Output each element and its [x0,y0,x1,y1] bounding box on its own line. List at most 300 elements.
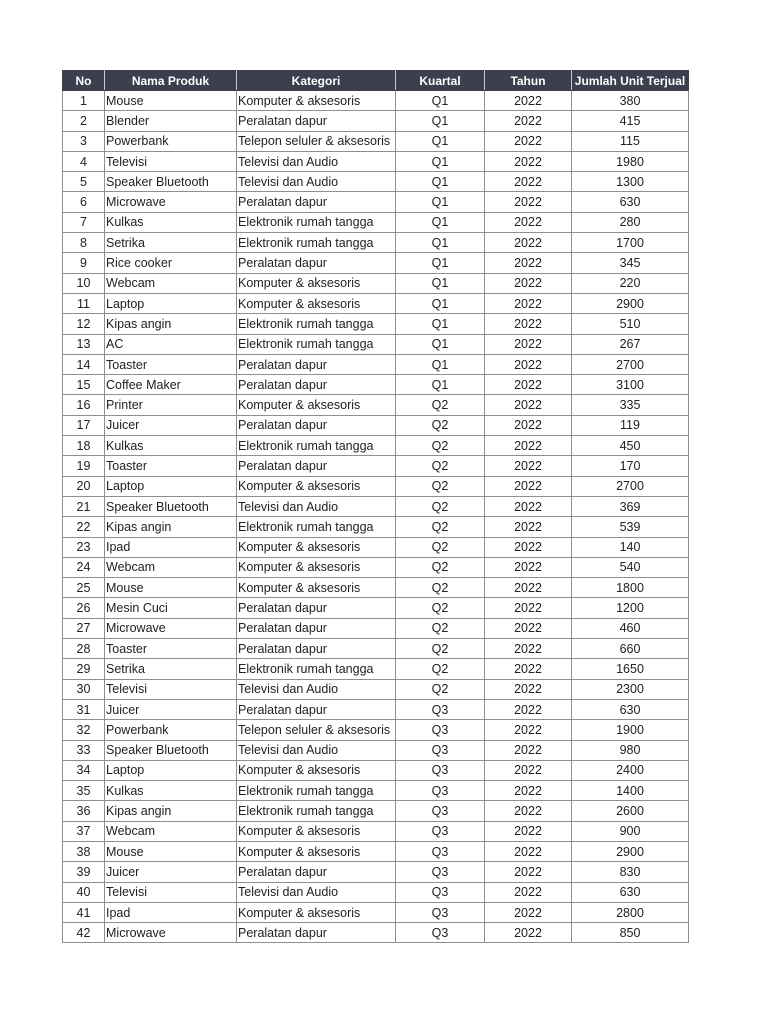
cell-no[interactable]: 42 [63,923,105,943]
cell-kuartal[interactable]: Q1 [396,293,485,313]
cell-kategori[interactable]: Elektronik rumah tangga [237,334,396,354]
cell-no[interactable]: 1 [63,91,105,111]
cell-kuartal[interactable]: Q3 [396,923,485,943]
cell-no[interactable]: 6 [63,192,105,212]
cell-jumlah-unit[interactable]: 119 [572,415,689,435]
table-row [63,496,689,516]
table-row [63,760,689,780]
cell-jumlah-unit[interactable]: 2900 [572,841,689,861]
cell-kuartal[interactable]: Q3 [396,841,485,861]
cell-jumlah-unit[interactable]: 1900 [572,720,689,740]
table-row [63,862,689,882]
header-nama-produk: Nama Produk [105,71,237,91]
cell-kategori[interactable]: Komputer & aksesoris [237,821,396,841]
cell-tahun[interactable]: 2022 [485,172,572,192]
cell-kategori[interactable]: Peralatan dapur [237,415,396,435]
cell-no[interactable]: 26 [63,598,105,618]
cell-kuartal[interactable]: Q2 [396,415,485,435]
cell-kategori[interactable]: Komputer & aksesoris [237,91,396,111]
cell-jumlah-unit[interactable]: 510 [572,314,689,334]
header-jumlah-unit-terjual: Jumlah Unit Terjual [572,71,689,91]
cell-kuartal[interactable]: Q1 [396,131,485,151]
cell-no[interactable]: 19 [63,456,105,476]
cell-jumlah-unit[interactable]: 2800 [572,902,689,922]
cell-kategori[interactable]: Komputer & aksesoris [237,578,396,598]
cell-kategori[interactable]: Komputer & aksesoris [237,293,396,313]
header-no: No [63,71,105,91]
cell-tahun[interactable]: 2022 [485,557,572,577]
cell-jumlah-unit[interactable]: 630 [572,882,689,902]
cell-kuartal[interactable]: Q3 [396,760,485,780]
table-row [63,354,689,374]
cell-jumlah-unit[interactable]: 280 [572,212,689,232]
cell-kuartal[interactable]: Q3 [396,862,485,882]
cell-no[interactable]: 33 [63,740,105,760]
cell-nama-produk[interactable]: Juicer [105,862,237,882]
cell-kategori[interactable]: Televisi dan Audio [237,496,396,516]
table-row [63,557,689,577]
table-row [63,659,689,679]
cell-tahun[interactable]: 2022 [485,314,572,334]
cell-jumlah-unit[interactable]: 830 [572,862,689,882]
cell-tahun[interactable]: 2022 [485,233,572,253]
cell-kuartal[interactable]: Q1 [396,253,485,273]
cell-no[interactable]: 4 [63,151,105,171]
cell-kategori[interactable]: Peralatan dapur [237,639,396,659]
cell-nama-produk[interactable]: Juicer [105,699,237,719]
cell-kuartal[interactable]: Q2 [396,476,485,496]
cell-jumlah-unit[interactable]: 380 [572,91,689,111]
cell-tahun[interactable]: 2022 [485,375,572,395]
cell-nama-produk[interactable]: Speaker Bluetooth [105,496,237,516]
cell-kuartal[interactable]: Q2 [396,578,485,598]
cell-kuartal[interactable]: Q2 [396,679,485,699]
cell-kategori[interactable]: Komputer & aksesoris [237,537,396,557]
cell-no[interactable]: 40 [63,882,105,902]
cell-jumlah-unit[interactable]: 115 [572,131,689,151]
cell-kategori[interactable]: Komputer & aksesoris [237,760,396,780]
cell-tahun[interactable]: 2022 [485,436,572,456]
cell-nama-produk[interactable]: Mouse [105,841,237,861]
cell-tahun[interactable]: 2022 [485,578,572,598]
cell-tahun[interactable]: 2022 [485,862,572,882]
cell-nama-produk[interactable]: Webcam [105,557,237,577]
cell-tahun[interactable]: 2022 [485,253,572,273]
cell-kuartal[interactable]: Q1 [396,91,485,111]
cell-kategori[interactable]: Komputer & aksesoris [237,395,396,415]
cell-jumlah-unit[interactable]: 460 [572,618,689,638]
cell-tahun[interactable]: 2022 [485,740,572,760]
cell-kategori[interactable]: Televisi dan Audio [237,151,396,171]
cell-jumlah-unit[interactable]: 3100 [572,375,689,395]
cell-nama-produk[interactable]: Juicer [105,415,237,435]
cell-no[interactable]: 7 [63,212,105,232]
cell-kategori[interactable]: Peralatan dapur [237,862,396,882]
cell-kategori[interactable]: Elektronik rumah tangga [237,212,396,232]
cell-nama-produk[interactable]: Webcam [105,273,237,293]
cell-no[interactable]: 32 [63,720,105,740]
cell-nama-produk[interactable]: Printer [105,395,237,415]
cell-tahun[interactable]: 2022 [485,293,572,313]
cell-nama-produk[interactable]: Kipas angin [105,314,237,334]
table-row [63,740,689,760]
cell-kategori[interactable]: Peralatan dapur [237,699,396,719]
cell-tahun[interactable]: 2022 [485,496,572,516]
cell-nama-produk[interactable]: Televisi [105,882,237,902]
header-tahun: Tahun [485,71,572,91]
table-row [63,639,689,659]
cell-jumlah-unit[interactable]: 450 [572,436,689,456]
cell-no[interactable]: 35 [63,781,105,801]
cell-kuartal[interactable]: Q2 [396,537,485,557]
cell-jumlah-unit[interactable]: 1980 [572,151,689,171]
table-header-row [63,71,689,91]
cell-jumlah-unit[interactable]: 415 [572,111,689,131]
table-row [63,476,689,496]
cell-kategori[interactable]: Komputer & aksesoris [237,273,396,293]
cell-no[interactable]: 20 [63,476,105,496]
cell-nama-produk[interactable]: Televisi [105,679,237,699]
cell-jumlah-unit[interactable]: 1700 [572,233,689,253]
cell-kuartal[interactable]: Q3 [396,699,485,719]
cell-no[interactable]: 37 [63,821,105,841]
cell-nama-produk[interactable]: Webcam [105,821,237,841]
table-row [63,598,689,618]
cell-kategori[interactable]: Peralatan dapur [237,375,396,395]
table-row [63,537,689,557]
table-row [63,720,689,740]
cell-no[interactable]: 13 [63,334,105,354]
cell-kategori[interactable]: Telepon seluler & aksesoris [237,720,396,740]
table-body [63,91,689,943]
cell-kuartal[interactable]: Q1 [396,375,485,395]
cell-jumlah-unit[interactable]: 1650 [572,659,689,679]
table-row [63,781,689,801]
table-row [63,923,689,943]
cell-kategori[interactable]: Televisi dan Audio [237,882,396,902]
cell-nama-produk[interactable]: Kulkas [105,212,237,232]
cell-kategori[interactable]: Komputer & aksesoris [237,902,396,922]
cell-kuartal[interactable]: Q1 [396,212,485,232]
cell-tahun[interactable]: 2022 [485,212,572,232]
table-row [63,456,689,476]
header-kategori: Kategori [237,71,396,91]
cell-kuartal[interactable]: Q1 [396,192,485,212]
cell-kategori[interactable]: Komputer & aksesoris [237,557,396,577]
header-kuartal: Kuartal [396,71,485,91]
cell-tahun[interactable]: 2022 [485,760,572,780]
table-row [63,131,689,151]
cell-tahun[interactable]: 2022 [485,781,572,801]
cell-kategori[interactable]: Televisi dan Audio [237,679,396,699]
cell-tahun[interactable]: 2022 [485,639,572,659]
cell-nama-produk[interactable]: Toaster [105,354,237,374]
cell-no[interactable]: 41 [63,902,105,922]
cell-nama-produk[interactable]: Ipad [105,537,237,557]
cell-jumlah-unit[interactable]: 140 [572,537,689,557]
cell-kuartal[interactable]: Q3 [396,801,485,821]
cell-nama-produk[interactable]: Speaker Bluetooth [105,740,237,760]
cell-tahun[interactable]: 2022 [485,659,572,679]
table-row [63,436,689,456]
table-row [63,415,689,435]
cell-tahun[interactable]: 2022 [485,679,572,699]
cell-no[interactable]: 14 [63,354,105,374]
cell-nama-produk[interactable]: Laptop [105,760,237,780]
cell-no[interactable]: 38 [63,841,105,861]
table-row [63,517,689,537]
cell-kuartal[interactable]: Q2 [396,496,485,516]
table-row [63,679,689,699]
cell-kategori[interactable]: Peralatan dapur [237,618,396,638]
cell-jumlah-unit[interactable]: 2400 [572,760,689,780]
cell-kuartal[interactable]: Q3 [396,902,485,922]
cell-jumlah-unit[interactable]: 1800 [572,578,689,598]
cell-kategori[interactable]: Komputer & aksesoris [237,476,396,496]
cell-kuartal[interactable]: Q3 [396,720,485,740]
cell-tahun[interactable]: 2022 [485,801,572,821]
cell-nama-produk[interactable]: Mesin Cuci [105,598,237,618]
cell-no[interactable]: 3 [63,131,105,151]
cell-nama-produk[interactable]: Powerbank [105,720,237,740]
cell-kategori[interactable]: Elektronik rumah tangga [237,517,396,537]
cell-no[interactable]: 15 [63,375,105,395]
cell-tahun[interactable]: 2022 [485,415,572,435]
table-row [63,172,689,192]
cell-nama-produk[interactable]: Kulkas [105,436,237,456]
cell-kuartal[interactable]: Q3 [396,740,485,760]
cell-kuartal[interactable]: Q2 [396,395,485,415]
cell-nama-produk[interactable]: Microwave [105,923,237,943]
cell-no[interactable]: 17 [63,415,105,435]
table-row [63,253,689,273]
cell-kategori[interactable]: Peralatan dapur [237,598,396,618]
cell-kuartal[interactable]: Q1 [396,172,485,192]
cell-kategori[interactable]: Peralatan dapur [237,923,396,943]
cell-nama-produk[interactable]: Powerbank [105,131,237,151]
cell-nama-produk[interactable]: AC [105,334,237,354]
cell-no[interactable]: 21 [63,496,105,516]
table-row [63,273,689,293]
cell-nama-produk[interactable]: Blender [105,111,237,131]
cell-jumlah-unit[interactable]: 850 [572,923,689,943]
cell-no[interactable]: 10 [63,273,105,293]
cell-kategori[interactable]: Elektronik rumah tangga [237,436,396,456]
cell-tahun[interactable]: 2022 [485,334,572,354]
cell-kuartal[interactable]: Q2 [396,659,485,679]
cell-nama-produk[interactable]: Televisi [105,151,237,171]
cell-jumlah-unit[interactable]: 170 [572,456,689,476]
cell-kuartal[interactable]: Q1 [396,314,485,334]
cell-jumlah-unit[interactable]: 2600 [572,801,689,821]
cell-kuartal[interactable]: Q1 [396,151,485,171]
cell-kategori[interactable]: Peralatan dapur [237,253,396,273]
table-row [63,618,689,638]
cell-kategori[interactable]: Telepon seluler & aksesoris [237,131,396,151]
cell-tahun[interactable]: 2022 [485,456,572,476]
cell-tahun[interactable]: 2022 [485,131,572,151]
cell-nama-produk[interactable]: Speaker Bluetooth [105,172,237,192]
cell-nama-produk[interactable]: Microwave [105,192,237,212]
cell-no[interactable]: 5 [63,172,105,192]
cell-jumlah-unit[interactable]: 2300 [572,679,689,699]
table-row [63,192,689,212]
cell-kuartal[interactable]: Q2 [396,436,485,456]
cell-kuartal[interactable]: Q2 [396,618,485,638]
cell-nama-produk[interactable]: Toaster [105,639,237,659]
table-row [63,91,689,111]
cell-kuartal[interactable]: Q1 [396,233,485,253]
cell-nama-produk[interactable]: Laptop [105,476,237,496]
cell-kuartal[interactable]: Q1 [396,111,485,131]
cell-kategori[interactable]: Elektronik rumah tangga [237,314,396,334]
table-row [63,699,689,719]
table-row [63,801,689,821]
cell-jumlah-unit[interactable]: 345 [572,253,689,273]
cell-no[interactable]: 36 [63,801,105,821]
cell-nama-produk[interactable]: Mouse [105,91,237,111]
cell-tahun[interactable]: 2022 [485,882,572,902]
cell-no[interactable]: 39 [63,862,105,882]
cell-no[interactable]: 34 [63,760,105,780]
cell-kategori[interactable]: Televisi dan Audio [237,172,396,192]
cell-jumlah-unit[interactable]: 1300 [572,172,689,192]
cell-tahun[interactable]: 2022 [485,902,572,922]
table-row [63,293,689,313]
cell-nama-produk[interactable]: Coffee Maker [105,375,237,395]
cell-jumlah-unit[interactable]: 539 [572,517,689,537]
cell-no[interactable]: 31 [63,699,105,719]
cell-tahun[interactable]: 2022 [485,923,572,943]
cell-tahun[interactable]: 2022 [485,91,572,111]
cell-kategori[interactable]: Elektronik rumah tangga [237,781,396,801]
cell-kuartal[interactable]: Q3 [396,882,485,902]
cell-nama-produk[interactable]: Setrika [105,233,237,253]
cell-tahun[interactable]: 2022 [485,111,572,131]
cell-tahun[interactable]: 2022 [485,192,572,212]
cell-nama-produk[interactable]: Kipas angin [105,801,237,821]
cell-jumlah-unit[interactable]: 540 [572,557,689,577]
cell-kategori[interactable]: Peralatan dapur [237,456,396,476]
cell-jumlah-unit[interactable]: 220 [572,273,689,293]
sales-table [62,70,689,943]
cell-no[interactable]: 12 [63,314,105,334]
cell-nama-produk[interactable]: Mouse [105,578,237,598]
cell-no[interactable]: 29 [63,659,105,679]
cell-jumlah-unit[interactable]: 1200 [572,598,689,618]
cell-no[interactable]: 16 [63,395,105,415]
cell-jumlah-unit[interactable]: 660 [572,639,689,659]
cell-kategori[interactable]: Peralatan dapur [237,111,396,131]
cell-tahun[interactable]: 2022 [485,517,572,537]
cell-kuartal[interactable]: Q3 [396,821,485,841]
cell-jumlah-unit[interactable]: 1400 [572,781,689,801]
cell-tahun[interactable]: 2022 [485,598,572,618]
cell-jumlah-unit[interactable]: 980 [572,740,689,760]
cell-no[interactable]: 30 [63,679,105,699]
table-row [63,902,689,922]
cell-no[interactable]: 11 [63,293,105,313]
cell-jumlah-unit[interactable]: 2900 [572,293,689,313]
cell-nama-produk[interactable]: Kulkas [105,781,237,801]
cell-kuartal[interactable]: Q1 [396,334,485,354]
cell-jumlah-unit[interactable]: 900 [572,821,689,841]
cell-kategori[interactable]: Peralatan dapur [237,192,396,212]
cell-no[interactable]: 22 [63,517,105,537]
cell-kuartal[interactable]: Q1 [396,354,485,374]
cell-tahun[interactable]: 2022 [485,476,572,496]
table-row [63,578,689,598]
cell-nama-produk[interactable]: Microwave [105,618,237,638]
cell-kuartal[interactable]: Q2 [396,639,485,659]
cell-kuartal[interactable]: Q2 [396,517,485,537]
cell-kategori[interactable]: Elektronik rumah tangga [237,233,396,253]
cell-kategori[interactable]: Elektronik rumah tangga [237,801,396,821]
cell-tahun[interactable]: 2022 [485,821,572,841]
cell-kuartal[interactable]: Q3 [396,781,485,801]
table-row [63,395,689,415]
table-row [63,882,689,902]
cell-tahun[interactable]: 2022 [485,699,572,719]
cell-jumlah-unit[interactable]: 335 [572,395,689,415]
cell-tahun[interactable]: 2022 [485,151,572,171]
cell-no[interactable]: 27 [63,618,105,638]
cell-no[interactable]: 25 [63,578,105,598]
cell-no[interactable]: 24 [63,557,105,577]
cell-kategori[interactable]: Komputer & aksesoris [237,841,396,861]
cell-kategori[interactable]: Televisi dan Audio [237,740,396,760]
cell-nama-produk[interactable]: Setrika [105,659,237,679]
cell-tahun[interactable]: 2022 [485,841,572,861]
cell-tahun[interactable]: 2022 [485,354,572,374]
cell-tahun[interactable]: 2022 [485,395,572,415]
cell-no[interactable]: 8 [63,233,105,253]
cell-jumlah-unit[interactable]: 2700 [572,476,689,496]
cell-nama-produk[interactable]: Laptop [105,293,237,313]
cell-nama-produk[interactable]: Ipad [105,902,237,922]
cell-tahun[interactable]: 2022 [485,537,572,557]
cell-no[interactable]: 9 [63,253,105,273]
table-row [63,334,689,354]
cell-tahun[interactable]: 2022 [485,720,572,740]
cell-jumlah-unit[interactable]: 2700 [572,354,689,374]
cell-jumlah-unit[interactable]: 369 [572,496,689,516]
cell-kuartal[interactable]: Q1 [396,273,485,293]
cell-kuartal[interactable]: Q2 [396,456,485,476]
cell-no[interactable]: 23 [63,537,105,557]
cell-jumlah-unit[interactable]: 267 [572,334,689,354]
table-row [63,375,689,395]
cell-jumlah-unit[interactable]: 630 [572,192,689,212]
cell-nama-produk[interactable]: Toaster [105,456,237,476]
cell-kuartal[interactable]: Q2 [396,557,485,577]
cell-kategori[interactable]: Elektronik rumah tangga [237,659,396,679]
cell-nama-produk[interactable]: Rice cooker [105,253,237,273]
cell-kategori[interactable]: Peralatan dapur [237,354,396,374]
table-row [63,314,689,334]
table-row [63,233,689,253]
cell-no[interactable]: 2 [63,111,105,131]
cell-tahun[interactable]: 2022 [485,618,572,638]
cell-no[interactable]: 18 [63,436,105,456]
cell-kuartal[interactable]: Q2 [396,598,485,618]
cell-tahun[interactable]: 2022 [485,273,572,293]
cell-no[interactable]: 28 [63,639,105,659]
table-row [63,841,689,861]
cell-jumlah-unit[interactable]: 630 [572,699,689,719]
cell-nama-produk[interactable]: Kipas angin [105,517,237,537]
table-row [63,212,689,232]
